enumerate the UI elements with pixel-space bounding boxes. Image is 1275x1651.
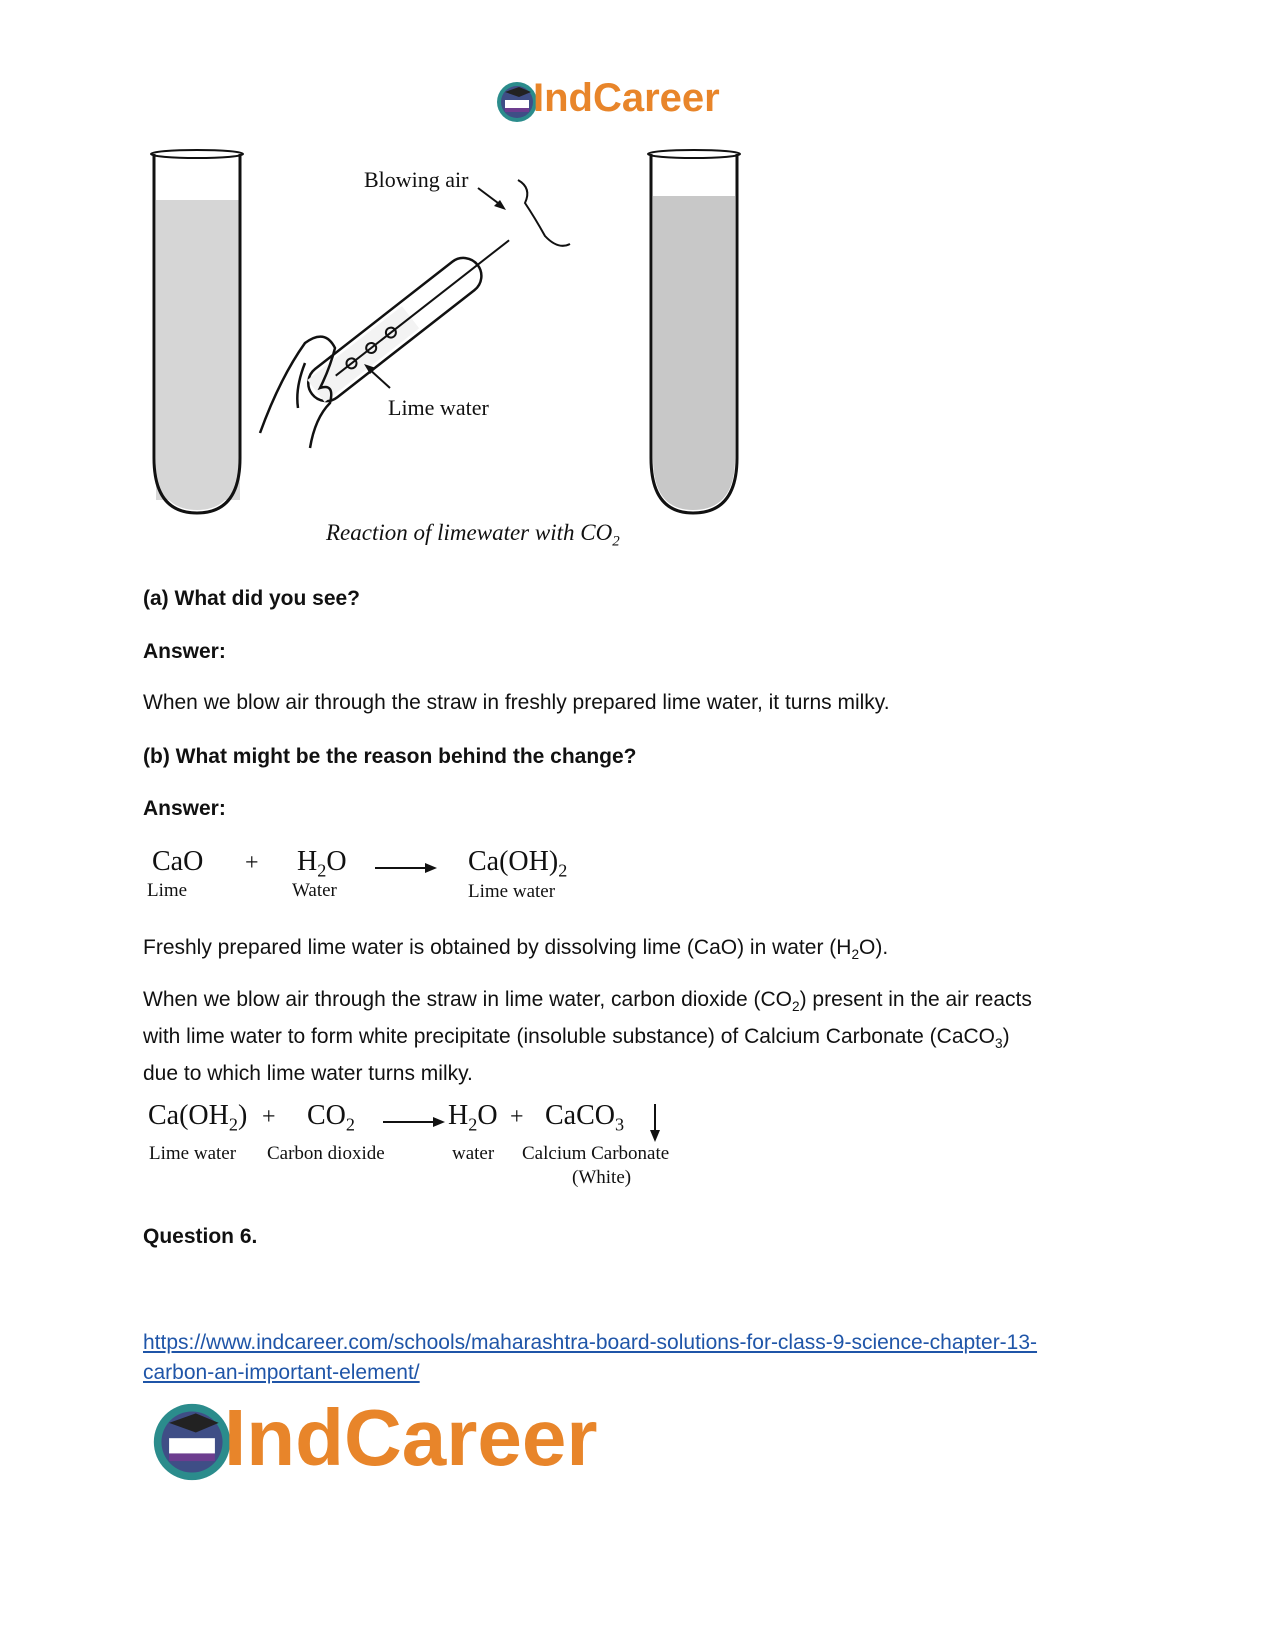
eq2-caoh2: $Ca(OH_2)$ — [148, 1100, 248, 1135]
footer-link-line-2[interactable]: carbon-an-important-element/ — [143, 1361, 420, 1384]
paragraph-2: When we blow air through the straw in lime water, carbon dioxide $(CO_2)$ present in the air reacts with lime water to form white precipitate (insoluble substance) of Calcium Carbonate (CaCO$_3$) due to which lime water turns milky. — [143, 988, 1032, 1086]
figure-caption: Reaction of limewater with $CO_2$ — [326, 520, 620, 550]
equation-1 — [145, 846, 605, 906]
eq1-h2o: $H_2O$ — [297, 846, 347, 881]
footer-link[interactable] — [143, 1328, 1143, 1388]
answer-label-b: Answer: — [143, 797, 226, 820]
eq2-white-label: (White) — [572, 1167, 632, 1188]
eq2-co2: $CO_2$ — [307, 1100, 355, 1135]
label-blowing-air: Blowing air — [364, 167, 469, 192]
left-test-tube — [151, 150, 243, 513]
answer-label-a: Answer: — [143, 640, 226, 663]
eq2-water-label: water — [452, 1143, 495, 1164]
question-6: Question 6. — [143, 1225, 258, 1248]
eq2-caco3: CaCO$_3$ — [545, 1100, 625, 1135]
header-logo-text: IndCareer — [533, 76, 720, 120]
equation-2 — [145, 1100, 705, 1195]
footer-logo-globe-icon — [150, 1400, 234, 1484]
right-test-tube — [648, 150, 740, 513]
question-b: (b) What might be the reason behind the change? — [143, 745, 637, 768]
eq2-reaction-arrow — [381, 1114, 447, 1130]
eq1-cao-label: Lime — [147, 880, 188, 901]
paragraph-1: Freshly prepared lime water is obtained by dissolving lime (CaO) in water $(H_2O)$. — [143, 936, 889, 963]
footer-logo-text: IndCareer — [224, 1393, 598, 1482]
limewater-figure — [140, 148, 760, 528]
eq1-water-label: Water — [292, 880, 337, 901]
middle-test-tube — [301, 226, 520, 408]
answer-a-text: When we blow air through the straw in freshly prepared lime water, it turns milky. — [143, 691, 890, 714]
footer-logo — [150, 1393, 670, 1485]
eq1-caoh2: $Ca(OH)_2$ — [468, 846, 568, 881]
eq1-cao: CaO — [152, 846, 204, 877]
precipitate-down-arrow — [647, 1102, 663, 1144]
eq2-limewater-label: Lime water — [149, 1143, 237, 1164]
mouth-illustration — [518, 180, 570, 246]
eq2-caco3-label: Calcium Carbonate — [522, 1143, 670, 1164]
eq2-h2o: $H_2O$ — [448, 1100, 498, 1135]
label-lime-water: Lime water — [388, 395, 489, 420]
eq2-plus-1: + — [262, 1104, 276, 1130]
question-a: (a) What did you see? — [143, 587, 361, 610]
header-logo — [495, 78, 765, 126]
eq2-plus-2: + — [510, 1104, 524, 1130]
eq1-limewater-label: Lime water — [468, 881, 556, 902]
eq1-reaction-arrow — [373, 860, 439, 876]
footer-link-line-1[interactable]: https://www.indcareer.com/schools/maharashtra-board-solutions-for-class-9-science-chapter-13- — [143, 1331, 1038, 1354]
eq2-co2-label: Carbon dioxide — [267, 1143, 385, 1164]
eq1-plus: + — [245, 850, 259, 876]
